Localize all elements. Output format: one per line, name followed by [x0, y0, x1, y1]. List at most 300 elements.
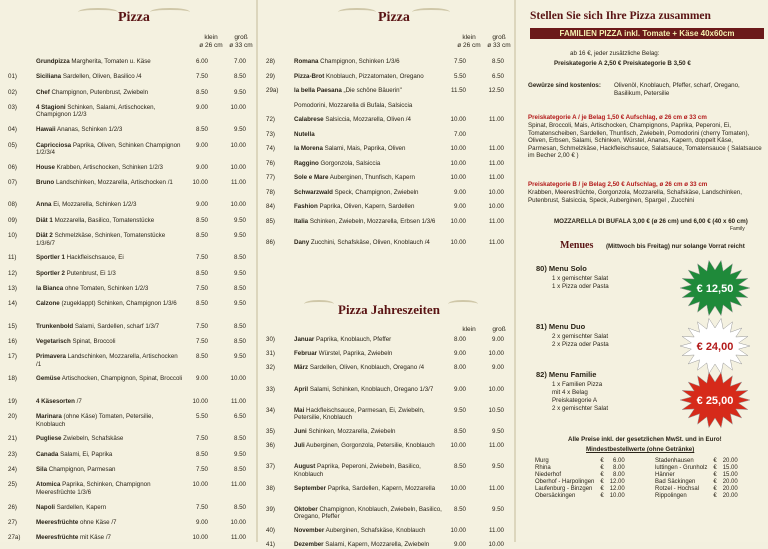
price-small: 10.00: [192, 179, 208, 187]
min-order-row: [532, 486, 628, 493]
price-large: 11.00: [230, 179, 246, 187]
menu-offer-line: 1 x Familien Pizza: [552, 381, 603, 388]
item-name: la bella Paesana: [294, 87, 342, 94]
min-amount: 6.00: [613, 458, 625, 464]
item-description: Romana Champignon, Schinken 1/3/6: [294, 58, 400, 65]
price-large: 11.00: [488, 239, 504, 246]
price-large: 9.50: [233, 232, 246, 239]
item-description: Sportler 1 Hackfleischsauce, Ei: [36, 254, 124, 262]
item-number: 09): [8, 216, 17, 224]
menu-offer-line: 1 x gemischter Salat: [552, 275, 609, 282]
category-b-text: Krabben, Meeresfrüchte, Gorgonzola, Mozzarella, Schafskäse, Landschinken, Putenbrust, Salsiccia, Speck, Auberginen, Spargel , Zucchini: [528, 189, 742, 204]
price-large: 11.00: [488, 174, 504, 181]
item-number: 13): [8, 284, 17, 292]
price-small: 7.50: [195, 254, 208, 262]
price-large: 9.50: [491, 463, 504, 471]
price-large: 12.50: [488, 87, 504, 94]
min-order-row: [652, 486, 741, 493]
decor-swoosh: [304, 300, 334, 308]
town: Rotzel - Hochsal: [655, 486, 700, 492]
item-name: Canada: [36, 450, 59, 458]
decor-swoosh: [412, 8, 450, 16]
min-order-row: [652, 479, 741, 486]
pizza-column-2: [258, 0, 514, 549]
price-large: 11.00: [230, 397, 246, 405]
menu-offer-line: 2 x Pizza oder Pasta: [552, 341, 609, 348]
price-large: 11.00: [230, 534, 246, 542]
item-description: Februar Würstel, Paprika, Zwiebeln: [294, 350, 393, 358]
price-small: 8.50: [195, 88, 208, 96]
price-large: 11.00: [488, 217, 504, 225]
price-large: 11.00: [488, 159, 504, 167]
item-name: Pizza-Brot: [294, 72, 325, 80]
item-description: House Krabben, Artischocken, Schinken 1/2/3: [36, 163, 163, 171]
town: Hänner: [655, 472, 675, 478]
item-number: 19): [8, 397, 17, 405]
item-name: Sportler 1: [36, 254, 65, 262]
item-name: Bruno: [36, 179, 55, 187]
item-number: 30): [266, 336, 275, 343]
price-small: 8.00: [453, 336, 466, 343]
menu-offers: [516, 262, 768, 442]
item-description: Calzone (zugeklappt) Schinken, Champignon 1/3/6: [36, 300, 177, 308]
item-name: Meeresfrüchte: [36, 534, 79, 542]
item-name: Pugliese: [36, 435, 62, 443]
price-small: 9.00: [453, 385, 466, 393]
price-large: 7.00: [233, 58, 246, 65]
item-name: Diät 2: [36, 232, 53, 239]
item-number: 21): [8, 435, 17, 443]
price-large: 10.00: [488, 350, 504, 358]
item-description: la Morena Salami, Mais, Paprika, Oliven: [294, 145, 406, 152]
item-name: la Bianca: [36, 284, 64, 292]
menu-offer-title: 82) Menu Familie: [536, 370, 597, 379]
item-number: 29): [266, 72, 275, 80]
price-small: 8.50: [195, 269, 208, 277]
category-a-header: Preiskategorie A / je Belag 1,50 € Aufschlag, ø 26 cm ø 33 cm: [528, 114, 707, 121]
item-description: Anna Ei, Mozzarella, Schinken 1/2/3: [36, 201, 137, 209]
price-large: 11.00: [488, 116, 504, 123]
price-small: 10.00: [450, 239, 466, 246]
item-description: Januar Paprika, Knoblauch, Pfeffer: [294, 336, 392, 343]
price-burst: [676, 260, 754, 316]
town: Stadenhausen: [655, 458, 694, 464]
item-number: 27): [8, 518, 17, 526]
item-name: Dezember: [294, 541, 324, 549]
price-small: 8.50: [195, 353, 208, 361]
currency: €: [600, 472, 604, 478]
item-number: 02): [8, 88, 17, 96]
item-description: Meeresfrüchte mit Käse /7: [36, 534, 111, 542]
town: Murg: [535, 458, 549, 464]
item-description: la bella Paesana „Die schöne Bäuerin": [294, 87, 402, 94]
item-number: 35): [266, 428, 275, 435]
item-description: Sportler 2 Putenbrust, Ei 1/3: [36, 269, 116, 277]
min-order-row: [532, 493, 628, 500]
size-small-header: klein ø 26 cm: [199, 34, 223, 49]
price-large: 11.00: [488, 442, 504, 450]
currency: €: [713, 465, 717, 471]
min-order-table-left: [532, 458, 628, 500]
item-number: 27a): [8, 534, 21, 542]
category-a-text: Spinat, Broccoli, Mais, Artischocken, Champignons, Paprika, Peperoni, Ei, Tomatenscheiben, Sardellen, Thunfisch, Zwiebeln, Pomodorini (cherry Tomaten), Oliven, Erbsen, Salami, Schinken, Würstel, Ananas, Kapern, doppelt Käse, Parmesan, Schmelzkäse, Hackfleischsauce, Salatsauce, Tomatensauce ( Salatsauce im Becher 2,00 € ): [528, 122, 762, 159]
price-large: 9.50: [233, 88, 246, 96]
price-small: 7.50: [195, 465, 208, 473]
item-description: [294, 131, 442, 139]
price-large: 11.00: [230, 481, 246, 489]
menues-subtitle: (Mittwoch bis Freitag) nur solange Vorrat reicht: [606, 243, 745, 250]
min-amount: 15.00: [722, 465, 738, 471]
item-description: Mai Hackfleischsauce, Parmesan, Ei, Zwiebeln, Petersilie, Knoblauch: [294, 406, 425, 422]
price-small: 8.00: [453, 364, 466, 372]
price-large: 10.00: [230, 163, 246, 171]
price-small: 10.00: [450, 527, 466, 534]
item-name: November: [294, 527, 325, 534]
currency: €: [600, 479, 604, 485]
town: Rhina: [535, 465, 551, 471]
item-name: Juni: [294, 428, 307, 435]
item-number: 18): [8, 375, 17, 383]
item-name: Mai: [294, 406, 305, 414]
price-large: 10.00: [488, 385, 504, 393]
price-small: 5.50: [195, 413, 208, 420]
min-amount: 20.00: [722, 486, 738, 492]
item-number: 03): [8, 103, 17, 111]
item-description: Bruno Landschinken, Mozzarella, Artischocken /1: [36, 179, 173, 187]
item-name: Calzone: [36, 300, 60, 308]
currency: €: [600, 486, 604, 492]
item-name: Trunkenbold: [36, 322, 74, 330]
price-small: 9.00: [195, 163, 208, 171]
section-title: Pizza: [118, 10, 150, 25]
town: Niederhof: [535, 472, 562, 478]
price-small: 10.00: [450, 159, 466, 167]
spices-label: Gewürze sind kostenlos:: [528, 82, 601, 89]
price-small: 10.00: [192, 481, 208, 489]
item-number: 37): [266, 463, 275, 471]
decor-swoosh: [78, 8, 118, 16]
price-small: 7.00: [453, 130, 466, 138]
category-b-header: Preiskategorie B / je Belag 2,50 € Aufschlag, ø 26 cm ø 33 cm: [528, 181, 708, 188]
currency: €: [713, 486, 717, 492]
price-large: 6.50: [491, 72, 504, 80]
price-small: 8.50: [195, 300, 208, 308]
item-description: Napoli Sardellen, Kapern: [36, 503, 107, 511]
decor-swoosh: [338, 8, 376, 16]
min-order-row: [652, 493, 741, 500]
item-description: Sole e Mare Auberginen, Thunfisch, Kapern: [294, 174, 415, 181]
price-large: 10.00: [230, 375, 246, 383]
menu-offer-line: mit 4 x Belag: [552, 389, 588, 396]
item-number: 76): [266, 159, 275, 167]
price-small: 8.50: [453, 428, 466, 435]
item-name: Calabrese: [294, 116, 324, 123]
price-large: 8.50: [233, 284, 246, 292]
item-description: Italia Schinken, Zwiebeln, Mozzarella, Erbsen 1/3/6: [294, 217, 436, 225]
item-number: 20): [8, 413, 17, 420]
item-number: 26): [8, 503, 17, 511]
item-name: Nutella: [294, 130, 315, 138]
price-large: 11.00: [488, 145, 504, 152]
item-name: Meeresfrüchte: [36, 518, 79, 526]
item-name: Chef: [36, 88, 50, 96]
price-small: 7.50: [195, 337, 208, 345]
min-order-row: [652, 465, 741, 472]
item-name: Februar: [294, 350, 318, 358]
item-number: 41): [266, 541, 275, 549]
price-small: 7.50: [195, 322, 208, 330]
item-name: Juli: [294, 442, 305, 450]
item-name: Grundpizza: [36, 58, 70, 65]
item-description: 4 Stagioni Schinken, Salami, Artischocken, Champignon 1/2/3: [36, 103, 156, 119]
price-small: 10.00: [192, 397, 208, 405]
price-large: 8.50: [233, 465, 246, 473]
item-name: März: [294, 364, 309, 372]
item-number: 31): [266, 350, 275, 358]
item-description: Fashion Paprika, Oliven, Kapern, Sardellen: [294, 203, 415, 210]
price-large: 9.50: [491, 428, 504, 435]
item-description: Schwarzwald Speck, Champignon, Zwiebeln: [294, 188, 419, 196]
item-number: 73): [266, 130, 275, 138]
min-order-row: [532, 472, 628, 479]
item-number: 07): [8, 179, 17, 187]
price-small: 9.00: [195, 201, 208, 209]
item-name: Romana: [294, 58, 319, 65]
item-description: Canada Salami, Ei, Paprika: [36, 450, 113, 458]
min-order-row: [532, 465, 628, 472]
item-description: Vegetarisch Spinat, Broccoli: [36, 337, 116, 345]
item-name: August: [294, 463, 316, 471]
price-large: 9.50: [233, 353, 246, 361]
min-amount: 15.00: [722, 472, 738, 478]
price-large: 9.50: [233, 300, 246, 308]
decor-swoosh: [448, 300, 478, 308]
price-large: 8.50: [491, 58, 504, 65]
item-name: Siciliana: [36, 73, 62, 81]
item-number: 34): [266, 406, 275, 414]
item-description: April Salami, Schinken, Knoblauch, Oregano 1/3/7: [294, 385, 434, 393]
item-name: Vegetarisch: [36, 337, 71, 345]
min-amount: 8.00: [613, 472, 625, 478]
item-name: la Morena: [294, 145, 323, 152]
item-name: Sportler 2: [36, 269, 65, 277]
price-small: 10.00: [450, 174, 466, 181]
min-order-row: [532, 479, 628, 486]
item-description: Dany Zucchini, Schafskäse, Oliven, Knoblauch /4: [294, 239, 430, 246]
pizza-list: [8, 58, 256, 542]
item-number: 32): [266, 364, 275, 372]
price-burst: [676, 372, 754, 428]
price-small: 9.00: [453, 203, 466, 210]
price-large: 9.50: [233, 450, 246, 458]
price-small: 11.50: [450, 87, 466, 94]
price-small: 8.50: [195, 216, 208, 224]
item-name: Dany: [294, 239, 310, 246]
item-name: Gemüse: [36, 375, 61, 383]
item-description: Primavera Landschinken, Mozzarella, Artischocken /1: [36, 353, 178, 368]
price-large: 10.50: [488, 406, 504, 414]
item-name: Fashion: [294, 203, 318, 210]
item-number: 12): [8, 269, 17, 277]
menu-offer-line: Preiskategorie A: [552, 397, 598, 404]
item-name: 4 Käsesorten: [36, 397, 75, 405]
price-large: 9.00: [491, 364, 504, 372]
item-name: 4 Stagioni: [36, 103, 66, 111]
menu-price: € 24,00: [696, 341, 734, 353]
menu-offer: [516, 262, 768, 318]
min-amount: 10.00: [609, 493, 625, 499]
item-description: Siciliana Sardellen, Oliven, Basilico /4: [36, 73, 142, 81]
menu-offer-title: 81) Menu Duo: [536, 322, 586, 331]
item-number: 24): [8, 465, 17, 473]
bufala-family: Family: [730, 226, 745, 232]
item-name: Raggino: [294, 159, 319, 167]
item-name: Schwarzwald: [294, 188, 333, 196]
item-description: Chef Champignon, Putenbrust, Zwiebeln: [36, 88, 149, 96]
item-description: Calabrese Salsiccia, Mozzarella, Oliven /4: [294, 116, 411, 123]
item-description: la Bianca ohne Tomaten, Schinken 1/2/3: [36, 284, 149, 292]
menu-offer-line: 1 x Pizza oder Pasta: [552, 283, 609, 290]
price-small: 9.00: [195, 103, 208, 111]
item-description: 4 Käsesorten /7: [36, 397, 82, 405]
item-description: Diät 1 Mozzarella, Basilico, Tomatenstücke: [36, 216, 155, 224]
min-order-row: [532, 458, 628, 465]
bufala-price: MOZZARELLA DI BUFALA 3,00 € (ø 26 cm) und 6,00 € (40 x 60 cm): [554, 218, 748, 225]
min-order-table-right: [652, 458, 741, 500]
item-name: House: [36, 163, 55, 171]
min-amount: 20.00: [722, 493, 738, 499]
item-number: 23): [8, 450, 17, 458]
spices-text: Olivenöl, Knoblauch, Pfeffer, scharf, Oregano, Basilikum, Petersilie: [614, 82, 740, 97]
currency: €: [600, 493, 604, 499]
price-small: 10.00: [450, 484, 466, 492]
item-description: Atomica Paprika, Schinken, Champignon Meeresfrüchte 1/3/6: [36, 481, 151, 496]
item-name: Napoli: [36, 503, 55, 511]
item-number: 36): [266, 442, 275, 450]
pizza-list: [266, 58, 514, 268]
price-small: 8.50: [195, 126, 208, 134]
price-small: 10.00: [192, 534, 208, 542]
item-name: Oktober: [294, 505, 318, 513]
item-description: August Paprika, Peperoni, Zwiebeln, Basilico, Knoblauch: [294, 463, 421, 478]
price-small: 8.50: [195, 450, 208, 458]
price-small: 10.00: [450, 145, 466, 152]
menu-offer: [516, 368, 768, 424]
item-description: Juli Auberginen, Gorgonzola, Petersilie, Knoblauch: [294, 442, 435, 450]
town: luttingen - Grunholz: [655, 465, 708, 471]
item-description: Sila Champignon, Parmesan: [36, 465, 116, 473]
item-description: Dezember Salami, Kapern, Mozzarella, Zwiebeln: [294, 541, 430, 549]
menu-offer-line: 2 x gemischter Salat: [552, 333, 609, 340]
item-number: 84): [266, 203, 275, 210]
item-number: 01): [8, 73, 17, 81]
item-number: 11): [8, 254, 17, 262]
family-pizza-banner: FAMILIEN PIZZA inkl. Tomate + Käse 40x60cm: [530, 28, 764, 39]
item-description: März Sardellen, Oliven, Knoblauch, Oregano /4: [294, 364, 425, 372]
menu-price: € 12,50: [696, 283, 734, 295]
item-name: Hawaii: [36, 126, 56, 134]
item-description: November Auberginen, Schafskäse, Knoblauch: [294, 527, 426, 534]
jahreszeiten-title: Pizza Jahreszeiten: [338, 302, 440, 317]
town: Laufenburg - Binzgen: [535, 486, 593, 492]
size-small-header: klein: [462, 326, 476, 333]
item-description: Pomodorini, Mozzarella di Bufala, Salsiccia: [294, 101, 413, 109]
price-small: 9.50: [453, 406, 466, 414]
item-name: Atomica: [36, 481, 61, 489]
price-large: 8.50: [233, 337, 246, 345]
price-categories: Preiskategorie A 2,50 € Preiskategorie B 3,50 €: [554, 60, 691, 67]
currency: €: [713, 458, 717, 464]
size-small-header: klein ø 26 cm: [457, 34, 481, 49]
price-small: 8.50: [195, 232, 208, 239]
price-small: 7.50: [195, 73, 208, 81]
item-description: Trunkenbold Salami, Sardellen, scharf 1/3/7: [36, 322, 160, 330]
currency: €: [713, 472, 717, 478]
min-amount: 12.00: [609, 486, 625, 492]
item-description: Oktober Champignon, Knoblauch, Zwiebeln, Basilico, Oregano, Pfeffer: [294, 505, 442, 521]
vat-note: Alle Preise inkl. der gesetzlichen MwSt. und in Euro!: [568, 436, 722, 443]
item-number: 08): [8, 201, 17, 209]
price-large: 9.50: [491, 505, 504, 513]
price-large: 8.50: [233, 322, 246, 330]
price-large: 9.50: [233, 126, 246, 134]
item-number: 15): [8, 322, 17, 330]
town: Bad Säckingen: [655, 479, 696, 485]
price-large: 8.50: [233, 435, 246, 443]
item-description: Capricciosa Paprika, Oliven, Schinken Champignon 1/2/3/4: [36, 141, 181, 156]
item-description: Pizza-Brot Knoblauch, Pizzatomaten, Oregano: [294, 72, 424, 80]
item-number: 86): [266, 239, 275, 246]
item-number: 16): [8, 337, 17, 345]
price-large: 11.00: [488, 484, 504, 492]
price-large: 10.00: [230, 103, 246, 111]
item-name: Diät 1: [36, 216, 53, 224]
item-number: 14): [8, 300, 17, 308]
price-small: 7.50: [453, 58, 466, 65]
town: Obersäckingen: [535, 493, 576, 499]
price-large: 10.00: [488, 203, 504, 210]
size-large-header: groß ø 33 cm: [229, 34, 253, 49]
price-small: 7.50: [195, 435, 208, 443]
item-name: Sole e Mare: [294, 174, 329, 181]
item-name: April: [294, 385, 309, 393]
price-small: 10.00: [450, 217, 466, 225]
min-amount: 20.00: [722, 479, 738, 485]
price-small: 10.00: [450, 116, 466, 123]
min-amount: 20.00: [722, 458, 738, 464]
price-small: 7.50: [195, 284, 208, 292]
price-small: 8.50: [453, 505, 466, 513]
currency: €: [600, 465, 604, 471]
menu-price: € 25,00: [696, 395, 734, 407]
price-small: 9.00: [453, 188, 466, 196]
item-name: Marinara: [36, 413, 62, 420]
price-burst: [676, 318, 754, 374]
currency: €: [713, 479, 717, 485]
item-description: Marinara (ohne Käse) Tomaten, Petersilie, Knoblauch: [36, 413, 154, 428]
price-large: 10.00: [230, 141, 246, 149]
item-description: Diät 2 Schmelzkäse, Schinken, Tomatenstücke 1/3/6/7: [36, 232, 166, 247]
item-name: Italia: [294, 217, 309, 225]
price-large: 8.50: [233, 73, 246, 81]
price-small: 9.00: [195, 518, 208, 526]
price-small: 10.00: [450, 442, 466, 450]
min-order-title: Mindestbestellwerte (ohne Getränke): [586, 446, 695, 453]
item-description: Pugliese Zwiebeln, Schafskäse: [36, 435, 124, 443]
item-description: Gemüse Artischocken, Champignon, Spinat, Broccoli: [36, 375, 183, 383]
price-large: 10.00: [230, 518, 246, 526]
item-number: 29a): [266, 87, 279, 94]
